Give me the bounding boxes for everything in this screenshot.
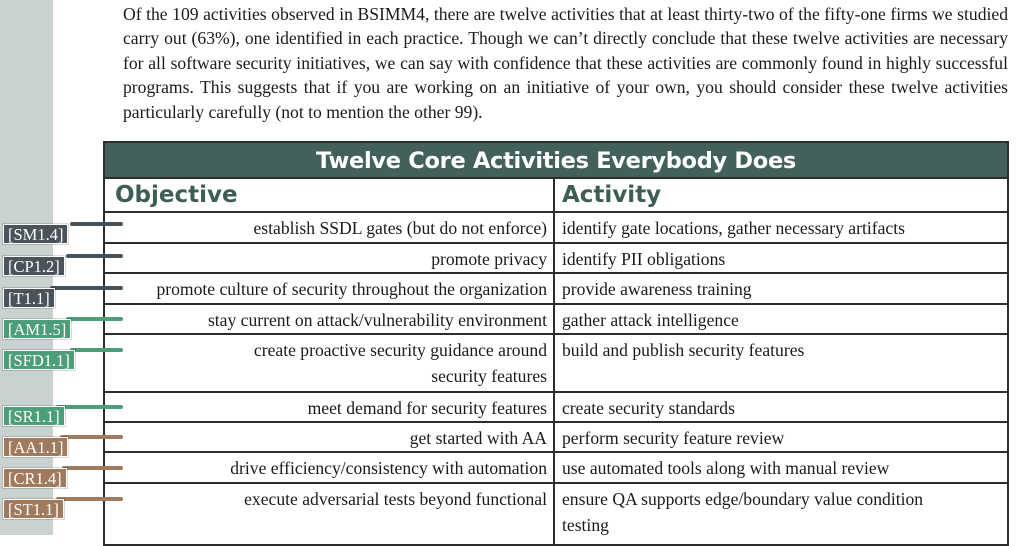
intro-paragraph: Of the 109 activities observed in BSIMM4, there are twelve activities that at least thirty-two of the fifty-one firms we studied carry out (63%), one identified in each practice. Though we can’t directly conclude that these twelve activities are necessary for all software security initiatives, we can say with confidence that these activities are commonly found in highly successful programs. This suggests that if you are working on an initiative of your own, you should consider these twelve activities particularly carefully (not to mention the other 99). bbox=[123, 4, 1008, 122]
objective-cell: promote culture of security throughout the organization bbox=[105, 274, 555, 303]
table-row bbox=[105, 305, 1007, 335]
table-title: Twelve Core Activities Everybody Does bbox=[105, 143, 1007, 179]
objective-cell: meet demand for security features bbox=[105, 393, 555, 421]
header-objective: Objective bbox=[105, 179, 555, 211]
objective-cell: get started with AA bbox=[105, 423, 555, 451]
objective-cell: promote privacy bbox=[105, 244, 555, 272]
tag-leader bbox=[66, 317, 123, 321]
tag-leader bbox=[56, 497, 123, 501]
activity-cell: gather attack intelligence bbox=[562, 310, 739, 330]
objective-cell: stay current on attack/vulnerability environment bbox=[105, 305, 555, 333]
core-activities-table bbox=[103, 141, 1009, 546]
activity-code-tag: [AM1.5] bbox=[3, 319, 71, 339]
objective-cell: drive efficiency/consistency with automation bbox=[105, 453, 555, 482]
activity-code-tag: [SR1.1] bbox=[3, 406, 65, 426]
activity-code-tag: [AA1.1] bbox=[3, 437, 68, 457]
table-row bbox=[105, 423, 1007, 453]
table-row bbox=[105, 244, 1007, 274]
activity-code-tag: [ST1.1] bbox=[3, 499, 64, 519]
activity-code-tag: [CR1.4] bbox=[3, 468, 67, 488]
activity-cell: create security standards bbox=[562, 398, 735, 418]
table-row bbox=[105, 453, 1007, 484]
activity-cell: identify gate locations, gather necessary artifacts bbox=[562, 218, 905, 238]
tag-leader bbox=[70, 348, 123, 352]
activity-cell: ensure QA supports edge/boundary value condition testing bbox=[562, 489, 924, 535]
activity-cell: build and publish security features bbox=[562, 340, 805, 360]
objective-cell: create proactive security guidance around security features bbox=[105, 335, 555, 391]
tag-leader bbox=[66, 254, 123, 258]
activity-code-tag: [SM1.4] bbox=[3, 224, 68, 244]
table-row bbox=[105, 335, 1007, 393]
header-activity: Activity bbox=[562, 182, 662, 208]
tag-leader bbox=[50, 286, 123, 290]
activity-cell: identify PII obligations bbox=[562, 249, 726, 269]
tag-leader bbox=[70, 222, 123, 226]
tag-leader bbox=[56, 405, 123, 409]
activity-cell: use automated tools along with manual review bbox=[562, 458, 890, 478]
activity-cell: provide awareness training bbox=[562, 279, 752, 299]
table-row bbox=[105, 393, 1007, 423]
activity-code-tag: [CP1.2] bbox=[3, 256, 65, 276]
activity-code-tag: [T1.1] bbox=[3, 288, 55, 308]
tag-leader bbox=[60, 435, 123, 439]
table-row bbox=[105, 213, 1007, 244]
table-row bbox=[105, 274, 1007, 305]
objective-cell: execute adversarial tests beyond functional bbox=[105, 484, 555, 544]
activity-cell: perform security feature review bbox=[562, 428, 785, 448]
objective-cell: establish SSDL gates (but do not enforce) bbox=[105, 213, 555, 242]
activity-code-tag: [SFD1.1] bbox=[3, 350, 75, 370]
table-row bbox=[105, 484, 1007, 544]
table-header-row bbox=[105, 179, 1007, 213]
tag-leader bbox=[62, 466, 123, 470]
